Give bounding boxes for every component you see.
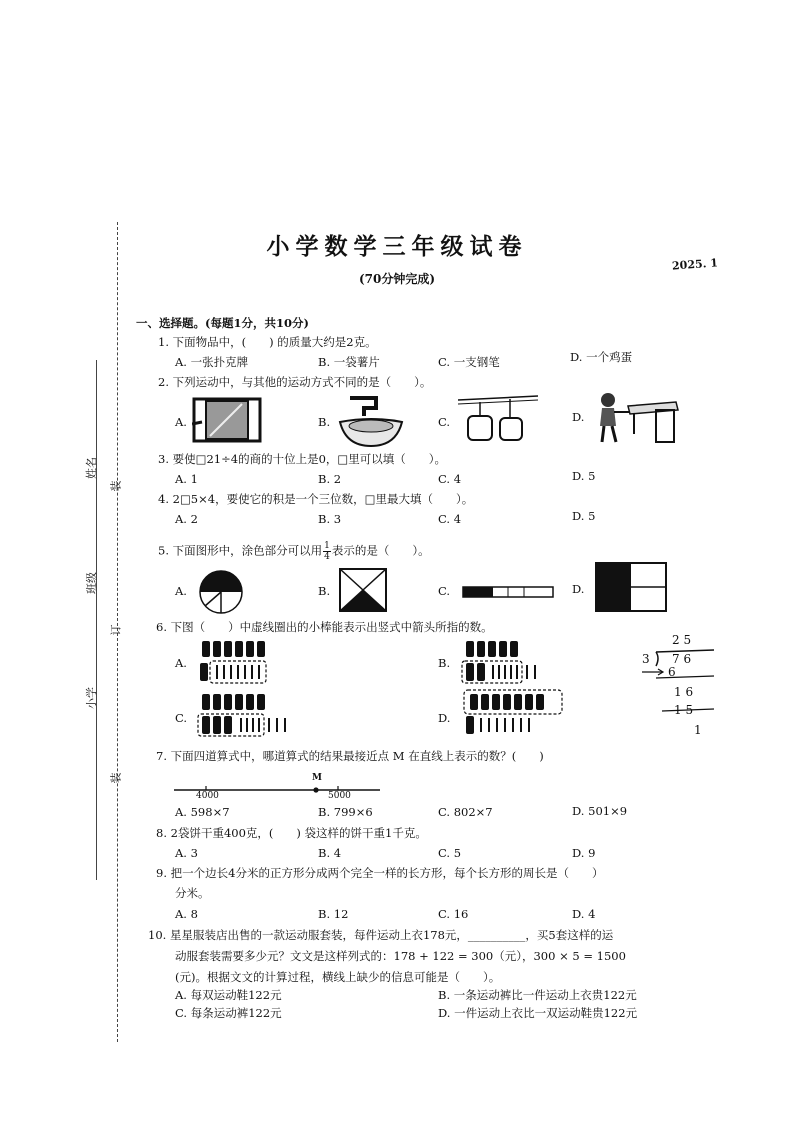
q3-option-a: A. 1 — [175, 472, 198, 486]
section-heading: 一、选择题。(每题1分，共10分) — [136, 316, 309, 330]
q8-option-b: B. 4 — [318, 846, 342, 860]
q2-option-d: D. — [572, 410, 585, 424]
q6-option-b: B. — [438, 656, 451, 670]
q6-option-d: D. — [438, 711, 451, 725]
division-step-2: 1 6 — [674, 685, 694, 699]
q3-stem: 3. 要使□21÷4的商的十位上是0，□里可以填（ ）。 — [158, 452, 447, 466]
q5-fraction-numerator: 1 — [324, 541, 330, 551]
q4-option-d: D. 5 — [572, 509, 596, 523]
q7-stem: 7. 下面四道算式中，哪道算式的结果最接近点 M 在直线上表示的数？( ) — [156, 749, 544, 763]
q2-stem: 2. 下列运动中，与其他的运动方式不同的是（ ）。 — [158, 375, 432, 389]
division-divisor: 3 — [642, 652, 650, 666]
name-field-label: 姓名 — [85, 457, 98, 479]
q9-option-c: C. 16 — [438, 907, 469, 921]
q7-option-c: C. 802×7 — [438, 805, 493, 819]
circle-shaded-figure — [197, 568, 245, 620]
q5-fraction-denominator: 4 — [324, 552, 330, 562]
q7-option-a: A. 598×7 — [175, 805, 230, 819]
division-dividend: 7 6 — [672, 652, 692, 666]
q2-option-c: C. — [438, 415, 451, 429]
q9-stem-line2: 分米。 — [175, 886, 210, 900]
q10-option-c: C. 每条运动裤122元 — [175, 1006, 282, 1020]
q10-option-a: A. 每双运动鞋122元 — [175, 988, 282, 1002]
q9-option-b: B. 12 — [318, 907, 349, 921]
q2-option-a: A. — [175, 415, 187, 429]
q1-option-c: C. 一支钢笔 — [438, 355, 500, 369]
q6-sticks-figure-c — [196, 690, 306, 744]
girl-pushing-desk-image — [594, 390, 684, 450]
q8-stem: 8. 2袋饼干重400克，( ) 袋这样的饼干重1千克。 — [156, 826, 427, 840]
q5-option-a: A. — [175, 584, 187, 598]
q6-sticks-figure-b — [460, 637, 550, 691]
q3-option-c: C. 4 — [438, 472, 462, 486]
q9-option-a: A. 8 — [175, 907, 198, 921]
long-division-figure — [634, 630, 724, 742]
binding-mark-2: 订 — [109, 624, 123, 636]
q6-stem: 6. 下图（ ）中虚线圈出的小棒能表示出竖式中箭头所指的数。 — [156, 620, 493, 634]
binding-mark-3: 装 — [109, 772, 123, 784]
q10-stem: 10. 星星服装店出售的一款运动服套装，每件运动上衣178元，__________，买5套这样的运 — [148, 928, 614, 942]
q5-stem-pre: 5. 下面图形中，涂色部分可以用 — [158, 543, 323, 558]
cable-car-image — [458, 390, 538, 448]
page-subtitle: (70分钟完成) — [358, 272, 436, 286]
q5-stem — [158, 541, 430, 562]
exam-date: 2025. 1 — [671, 256, 719, 273]
school-field-label: 小学 — [85, 687, 98, 709]
q6-sticks-figure-d — [460, 688, 570, 744]
q2-option-b: B. — [318, 415, 331, 429]
number-line-point-label: M — [312, 773, 322, 783]
division-remainder: 1 — [694, 723, 702, 737]
bar-shaded-figure — [462, 583, 554, 602]
q8-option-a: A. 3 — [175, 846, 198, 860]
binding-line-solid — [96, 360, 97, 880]
q1-stem: 1. 下面物品中，( ) 的质量大约是2克。 — [158, 335, 377, 349]
rectangle-grid-figure — [595, 562, 667, 616]
q7-option-b: B. 799×6 — [318, 805, 373, 819]
class-field-label: 班级 — [85, 572, 98, 594]
division-step-3: 1 5 — [674, 703, 694, 717]
q4-option-c: C. 4 — [438, 512, 462, 526]
number-line-figure — [172, 772, 382, 806]
q3-option-b: B. 2 — [318, 472, 342, 486]
q5-option-d: D. — [572, 582, 585, 596]
q4-stem: 4. 2□5×4，要使它的积是一个三位数，□里最大填（ ）。 — [158, 492, 474, 506]
q1-option-a: A. 一张扑克牌 — [175, 355, 249, 369]
q5-fraction — [323, 541, 331, 562]
q8-option-c: C. 5 — [438, 846, 462, 860]
q1-option-d: D. 一个鸡蛋 — [570, 350, 633, 364]
number-line-left-label: 4000 — [196, 791, 219, 801]
page-title: 小学数学三年级试卷 — [266, 233, 528, 260]
q9-option-d: D. 4 — [572, 907, 596, 921]
q6-option-c: C. — [175, 711, 188, 725]
q3-option-d: D. 5 — [572, 469, 596, 483]
q7-option-d: D. 501×9 — [572, 804, 628, 818]
binding-mark-1: 装 — [109, 480, 123, 492]
q10-option-d: D. 一件运动上衣比一双运动鞋贵122元 — [438, 1006, 638, 1020]
q9-stem: 9. 把一个边长4分米的正方形分成两个完全一样的长方形，每个长方形的周长是（ ） — [156, 866, 604, 880]
q4-option-b: B. 3 — [318, 512, 342, 526]
q4-option-a: A. 2 — [175, 512, 198, 526]
q10-option-b: B. 一条运动裤比一件运动上衣贵122元 — [438, 988, 637, 1002]
q6-sticks-figure-a — [196, 637, 286, 691]
division-step-1: 6 — [668, 665, 676, 679]
square-diagonals-figure — [338, 567, 388, 617]
q10-stem-line2: 动服套装需要多少元？文文是这样列式的：178 + 122 = 300（元），300 × 5 = 1500 — [175, 949, 626, 963]
q5-option-c: C. — [438, 584, 451, 598]
window-sliding-image — [192, 396, 264, 448]
division-quotient: 2 5 — [672, 633, 692, 647]
q10-stem-line3: (元)。根据文文的计算过程，横线上缺少的信息可能是（ ）。 — [175, 970, 501, 984]
number-line-right-label: 5000 — [328, 791, 351, 801]
faucet-sink-image — [336, 392, 406, 452]
q1-option-b: B. 一袋薯片 — [318, 355, 380, 369]
q6-option-a: A. — [175, 656, 187, 670]
q5-stem-post: 表示的是（ ）。 — [331, 543, 430, 558]
q5-option-b: B. — [318, 584, 331, 598]
q8-option-d: D. 9 — [572, 846, 596, 860]
